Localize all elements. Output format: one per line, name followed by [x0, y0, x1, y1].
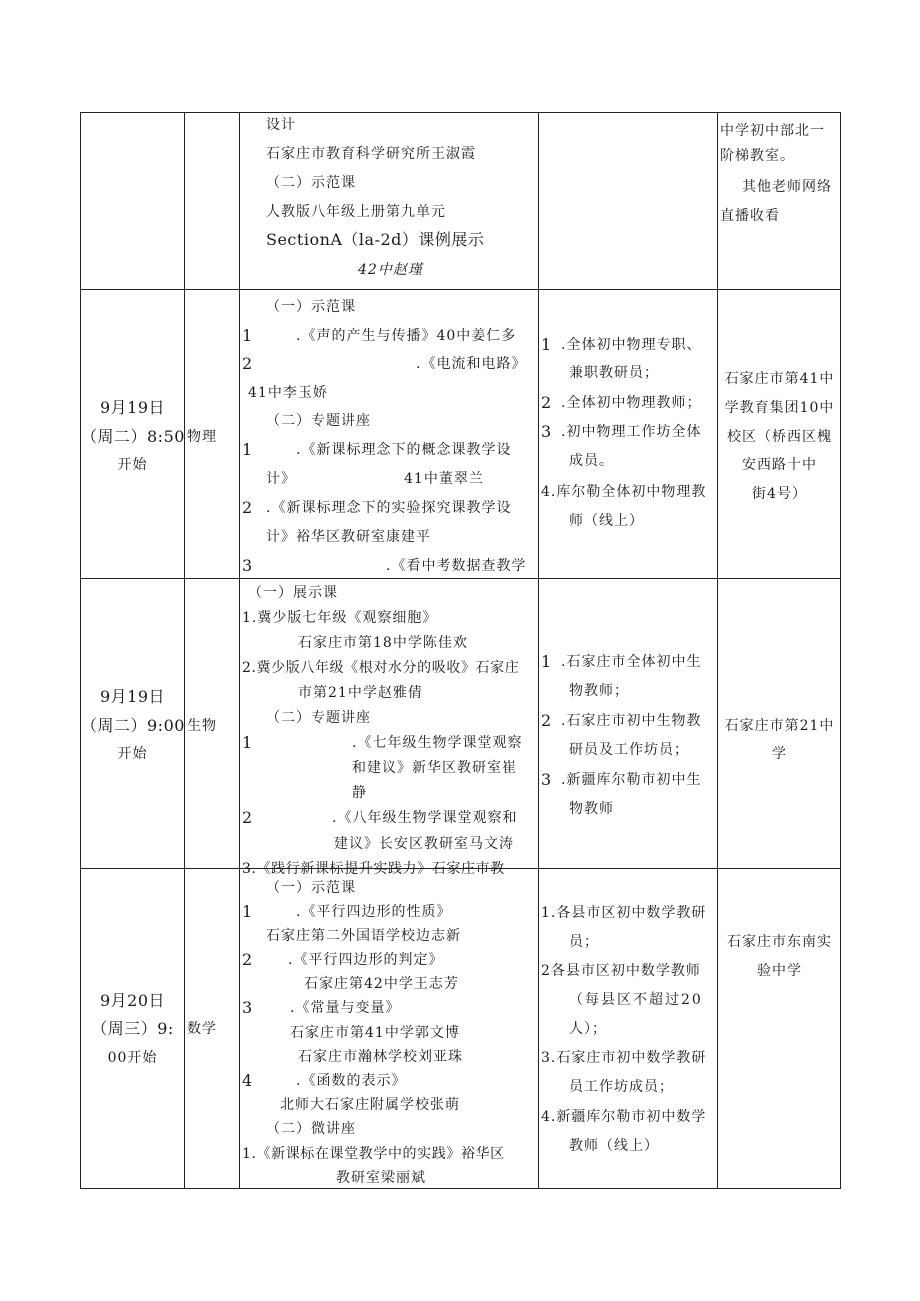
participant-line: 物教师； — [569, 683, 629, 699]
row2-subject-cell — [185, 579, 239, 868]
participant-line: 2各县市区初中数学教师 — [541, 963, 701, 979]
content-line: 计》裕华区教研室康建平 — [266, 529, 431, 545]
participant-line: 人）； — [569, 1021, 607, 1037]
content-line: 石家庄市瀚林学校刘亚珠 — [298, 1049, 463, 1065]
content-line: 41中董翠兰 — [404, 471, 484, 487]
participant-line: 员； — [569, 934, 599, 950]
row0-location-cell — [718, 113, 841, 289]
location-line: 验中学 — [757, 963, 802, 979]
content-line: 石家庄市教育科学研究所王淑霞 — [266, 146, 476, 162]
content-line: 教研室梁丽斌 — [336, 1170, 426, 1186]
content-line: 建议》长安区教研室马文涛 — [334, 836, 514, 852]
content-line: .《声的产生与传播》40中姜仁多 — [296, 328, 517, 344]
content-line: 1.《新课标在课堂教学中的实践》裕华区 — [242, 1146, 505, 1162]
date-line: 开始 — [117, 746, 148, 762]
participant-line: 1 — [541, 335, 552, 354]
content-line: 3 — [242, 998, 253, 1017]
content-line: 静 — [352, 785, 367, 801]
content-line: .《函数的表示》 — [296, 1073, 407, 1089]
location-line: 中学初中部北一 — [720, 123, 825, 139]
participant-line: （每县区不超过20 — [569, 992, 703, 1008]
date-line: （周三）9: — [91, 1019, 174, 1038]
participant-line: 师（线上） — [569, 513, 644, 529]
content-line: 2 — [242, 808, 253, 827]
content-line: .《新课标理念下的概念课教学设 — [296, 442, 512, 458]
row3-date-cell — [81, 869, 184, 1189]
row2-content-cell — [240, 579, 538, 877]
row1-date-cell — [81, 290, 184, 578]
subject-label: 数学 — [187, 1021, 217, 1037]
content-line: 1 — [242, 902, 253, 921]
content-line: （二）专题讲座 — [266, 710, 371, 726]
date-line: 9月19日 — [99, 687, 166, 706]
content-line: 石家庄第二外国语学校边志新 — [266, 928, 461, 944]
content-line: .《八年级生物学课堂观察和 — [332, 810, 518, 826]
content-line: 3.《践行新课标提升实践力》石家庄市教 — [242, 861, 505, 877]
content-line: 人教版八年级上册第九单元 — [266, 204, 446, 220]
participant-line: 研员及工作坊员； — [569, 742, 689, 758]
participant-line: 1 — [541, 652, 552, 671]
date-line: （周二）8:50 — [81, 427, 185, 446]
content-line: .《电流和电路》 — [416, 356, 527, 372]
location-line: 学教育集团10中 — [724, 400, 835, 416]
date-line: （周二）9:00 — [81, 716, 185, 735]
content-line: （二）微讲座 — [266, 1121, 356, 1137]
row1-location-cell — [718, 290, 841, 578]
row2-participants-cell — [539, 579, 717, 868]
content-line: 计》 — [266, 471, 296, 487]
row1-subject-cell — [185, 290, 239, 578]
participant-line: 4.库尔勒全体初中物理教 — [541, 484, 707, 500]
location-line: 其他老师网络 — [742, 179, 832, 195]
content-line: .《七年级生物学课堂观察 — [352, 735, 523, 751]
participant-line: .石家庄市全体初中生 — [561, 654, 702, 670]
content-line: 2 — [242, 950, 253, 969]
location-line: 安西路十中 — [742, 457, 817, 473]
participant-line: .石家庄市初中生物教 — [561, 713, 702, 729]
location-line: 石家庄市东南实 — [727, 934, 832, 950]
row0-content-cell — [240, 113, 538, 289]
participant-line: 4.新疆库尔勒市初中数学 — [541, 1109, 707, 1125]
content-line: （一）示范课 — [266, 880, 356, 896]
date-line: 9月20日 — [99, 991, 166, 1010]
content-line: 市第21中学赵雅倩 — [298, 685, 423, 701]
subject-label: 生物 — [187, 718, 217, 734]
row2-date-cell — [81, 579, 184, 868]
date-line: 9月19日 — [99, 398, 166, 417]
participant-line: 3.石家庄市初中数学教研 — [541, 1050, 707, 1066]
participant-line: 2 — [541, 393, 552, 412]
row1-participants-cell — [539, 290, 717, 578]
content-line: 1.冀少版七年级《观察细胞》 — [242, 610, 438, 626]
participant-line: 2 — [541, 711, 552, 730]
row3-subject-cell — [185, 869, 239, 1189]
participant-line: 成员。 — [569, 453, 614, 469]
content-line: 1 — [242, 440, 253, 459]
content-line: 42中赵瑾 — [358, 262, 423, 278]
participant-line: 员工作坊成员； — [569, 1079, 674, 1095]
content-line: （一）示范课 — [266, 299, 356, 315]
participant-line: 兼职教研员； — [569, 365, 659, 381]
content-line: 3 — [242, 556, 253, 575]
participant-line: 3 — [541, 422, 552, 441]
content-line: 北师大石家庄附属学校张萌 — [280, 1097, 460, 1113]
content-line: 1 — [242, 733, 253, 752]
participant-line: 教师（线上） — [569, 1138, 659, 1154]
content-line: 2.冀少版八年级《根对水分的吸收》石家庄 — [242, 660, 520, 676]
location-line: 阶梯教室。 — [720, 148, 795, 164]
content-line: 设计 — [266, 117, 296, 133]
row1-content-cell — [240, 290, 538, 578]
content-line: .《平行四边形的判定》 — [288, 952, 444, 968]
location-line: 街4号） — [752, 486, 807, 502]
participant-line: 1.各县市区初中数学教研 — [541, 905, 707, 921]
content-line: .《看中考数据查教学 — [386, 558, 527, 574]
participant-line: .初中物理工作坊全体 — [561, 424, 702, 440]
row3-content-cell — [240, 869, 538, 1189]
content-line: 4 — [242, 1071, 253, 1090]
schedule-table — [80, 112, 841, 1189]
date-line: 00开始 — [107, 1050, 158, 1066]
participant-line: 3 — [541, 770, 552, 789]
location-line: 学 — [772, 746, 787, 762]
content-line: （二）示范课 — [266, 175, 356, 191]
content-line: 41中李玉娇 — [248, 385, 328, 401]
content-line: （二）专题讲座 — [266, 413, 371, 429]
content-line: （一）展示课 — [248, 585, 338, 601]
subject-label: 物理 — [187, 429, 217, 445]
location-line: 石家庄市第41中 — [724, 371, 835, 387]
content-line: .《新课标理念下的实验探究课教学设 — [266, 500, 512, 516]
date-line: 开始 — [117, 457, 148, 473]
content-line: SectionA（la-2d）课例展示 — [266, 230, 485, 249]
participant-line: 物教师 — [569, 801, 614, 817]
content-line: 1 — [242, 326, 253, 345]
participant-line: .新疆库尔勒市初中生 — [561, 772, 702, 788]
content-line: 2 — [242, 354, 253, 373]
location-line: 石家庄市第21中 — [724, 718, 835, 734]
location-line: 直播收看 — [720, 208, 780, 224]
content-line: 和建议》新华区教研室崔 — [352, 760, 517, 776]
content-line: 石家庄市第41中学郭文博 — [290, 1025, 460, 1041]
content-line: .《平行四边形的性质》 — [296, 904, 452, 920]
content-line: 石家庄市第18中学陈佳欢 — [298, 635, 468, 651]
row3-location-cell — [718, 869, 841, 1189]
content-line: .《常量与变量》 — [290, 1000, 401, 1016]
participant-line: .全体初中物理教师； — [561, 395, 702, 411]
content-line: 2 — [242, 498, 253, 517]
participant-line: .全体初中物理专职、 — [561, 337, 702, 353]
location-line: 校区（桥西区槐 — [727, 429, 832, 445]
content-line: 石家庄第42中学王志芳 — [304, 976, 459, 992]
row3-participants-cell — [539, 869, 717, 1189]
row2-location-cell — [718, 579, 841, 868]
